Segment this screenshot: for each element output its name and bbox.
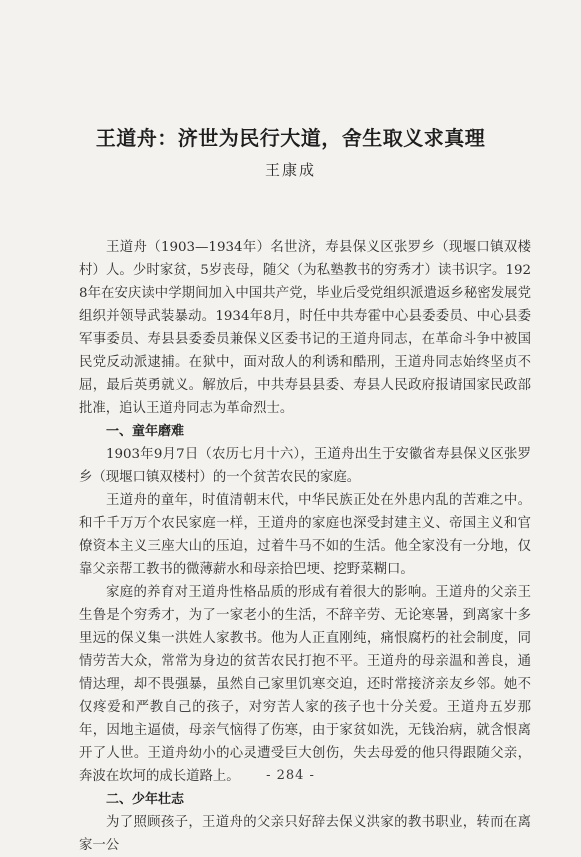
page-number: - 284 - xyxy=(266,768,315,783)
article-author: 王康成 xyxy=(264,161,316,179)
section-heading-youth: 二、少年壮志 xyxy=(106,792,185,807)
article-body xyxy=(79,236,531,857)
section-heading-childhood: 一、童年磨难 xyxy=(106,424,185,439)
paragraph-birth: 1903年9月7日（农历七月十六），王道舟出生于安徽省寿县保义区张罗乡（现堰口镇双楼村）的一个贫苦农民的家庭。 xyxy=(79,447,531,485)
paragraph-childhood: 王道舟的童年，时值清朝末代，中华民族正处在外患内乱的苦难之中。和千千万万个农民家庭一样，王道舟的家庭也深受封建主义、帝国主义和官僚资本主义三座大山的压迫，过着牛马不如的生活。他全家没有一分地，仅靠父亲帮工教书的微薄薪水和母亲拾巴埂、挖野菜糊口。 xyxy=(79,493,531,577)
article-title: 王道舟：济世为民行大道，舍生取义求真理 xyxy=(95,126,486,150)
paragraph-youth: 为了照顾孩子，王道舟的父亲只好辞去保义洪家的教书职业，转而在离家一公 xyxy=(79,815,531,853)
paragraph-intro: 王道舟（1903—1934年）名世济，寿县保义区张罗乡（现堰口镇双楼村）人。少时家贫，5岁丧母，随父（为私塾教书的穷秀才）读书识字。1928年在安庆读中学期间加入中国共产党，毕业后受党组织派遣返乡秘密发展党组织并领导武装暴动。1934年8月，时任中共寿霍中心县委委员、中心县委军事委员、寿县县委委员兼保义区委书记的王道舟同志，在革命斗争中被国民党反动派逮捕。在狱中，面对敌人的利诱和酷刑，王道舟同志始终坚贞不屈，最后英勇就义。解放后，中共寿县县委、寿县人民政府报请国家民政部批准，追认王道舟同志为革命烈士。 xyxy=(79,240,531,416)
paragraph-family: 家庭的养育对王道舟性格品质的形成有着很大的影响。王道舟的父亲王生鲁是个穷秀才，为了一家老小的生活，不辞辛劳、无论寒暑，到离家十多里远的保义集一洪姓人家教书。他为人正直刚纯，痛恨腐朽的社会制度，同情劳苦大众，常常为身边的贫苦农民打抱不平。王道舟的母亲温和善良，通情达理，却不畏强暴，虽然自己家里饥寒交迫，还时常接济亲友乡邻。她不仅疼爱和严教自己的孩子，对穷苦人家的孩子也十分关爱。王道舟五岁那年，因地主逼债，母亲气恼得了伤寒，由于家贫如洗，无钱治病，就含恨离开了人世。王道舟幼小的心灵遭受巨大创伤，失去母爱的他只得跟随父亲，奔波在坎坷的成长道路上。 xyxy=(79,585,531,784)
